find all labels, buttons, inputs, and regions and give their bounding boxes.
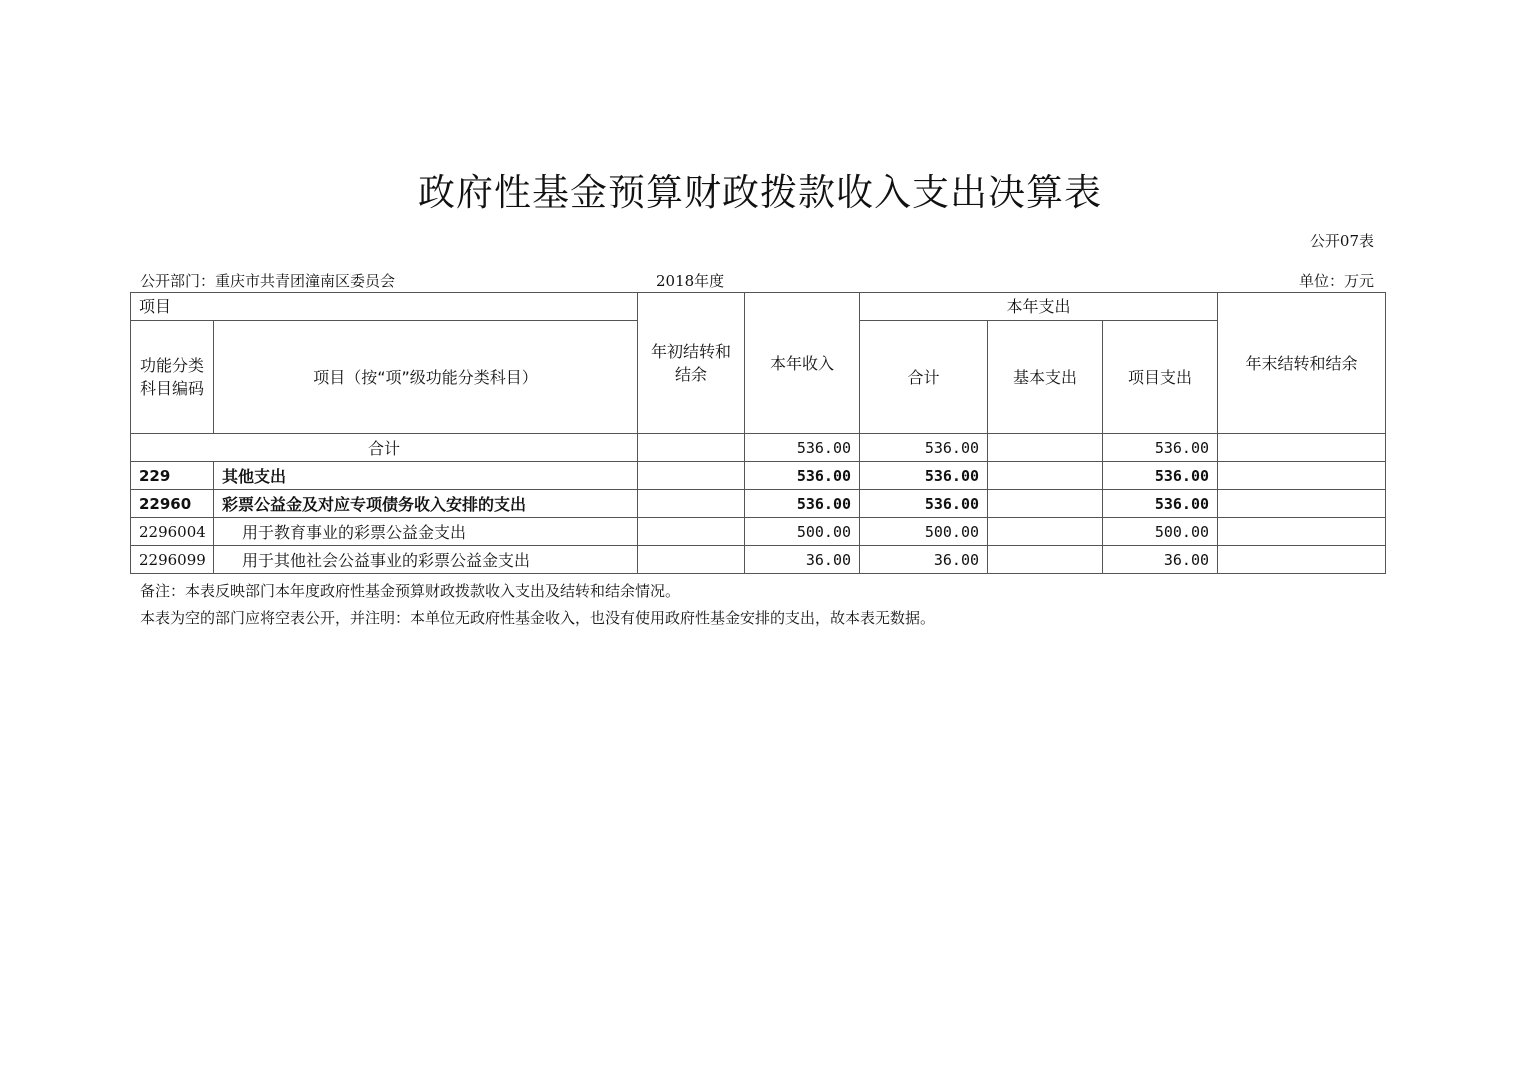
total-begin-balance <box>638 434 745 462</box>
end-balance <box>1218 490 1386 518</box>
form-number: 公开07表 <box>1309 232 1374 250</box>
end-balance <box>1218 462 1386 490</box>
header-end-balance: 年末结转和结余 <box>1218 293 1386 434</box>
project-name: 用于其他社会公益事业的彩票公益金支出 <box>214 546 638 574</box>
header-row-1 <box>131 293 1386 321</box>
begin-balance <box>638 462 745 490</box>
table-row <box>131 518 1386 546</box>
expense-total: 536.00 <box>860 490 988 518</box>
expense-total: 500.00 <box>860 518 988 546</box>
total-label: 合计 <box>131 434 638 462</box>
income: 536.00 <box>745 490 860 518</box>
department-label: 公开部门：重庆市共青团潼南区委员会 <box>140 272 396 290</box>
func-code: 2296099 <box>131 546 214 574</box>
total-expense-basic <box>988 434 1103 462</box>
header-expense-total: 合计 <box>860 321 988 434</box>
func-code: 2296004 <box>131 518 214 546</box>
header-expense-project: 项目支出 <box>1103 321 1218 434</box>
expense-project: 36.00 <box>1103 546 1218 574</box>
note-line: 备注：本表反映部门本年度政府性基金预算财政拨款收入支出及结转和结余情况。 <box>140 582 681 600</box>
func-code: 229 <box>131 462 214 490</box>
begin-balance <box>638 546 745 574</box>
expense-basic <box>988 546 1103 574</box>
project-name: 其他支出 <box>214 462 638 490</box>
total-expense-total: 536.00 <box>860 434 988 462</box>
page-title: 政府性基金预算财政拨款收入支出决算表 <box>418 171 1102 214</box>
expense-basic <box>988 518 1103 546</box>
expense-total: 536.00 <box>860 462 988 490</box>
budget-table <box>130 292 1386 574</box>
end-balance <box>1218 546 1386 574</box>
header-expense-basic: 基本支出 <box>988 321 1103 434</box>
expense-project: 536.00 <box>1103 490 1218 518</box>
table-row <box>131 490 1386 518</box>
table-row <box>131 546 1386 574</box>
unit-label: 单位：万元 <box>1298 272 1374 290</box>
total-expense-project: 536.00 <box>1103 434 1218 462</box>
total-row <box>131 434 1386 462</box>
total-end-balance <box>1218 434 1386 462</box>
begin-balance <box>638 490 745 518</box>
expense-total: 36.00 <box>860 546 988 574</box>
expense-project: 536.00 <box>1103 462 1218 490</box>
func-code: 22960 <box>131 490 214 518</box>
header-project-name: 项目（按“项”级功能分类科目） <box>214 321 638 434</box>
income: 500.00 <box>745 518 860 546</box>
income: 36.00 <box>745 546 860 574</box>
total-income: 536.00 <box>745 434 860 462</box>
expense-basic <box>988 462 1103 490</box>
note-line: 本表为空的部门应将空表公开，并注明：本单位无政府性基金收入，也没有使用政府性基金安排的支出，故本表无数据。 <box>140 609 936 627</box>
header-income: 本年收入 <box>745 293 860 434</box>
income: 536.00 <box>745 462 860 490</box>
table-row <box>131 462 1386 490</box>
header-project-group: 项目 <box>131 293 638 321</box>
expense-basic <box>988 490 1103 518</box>
project-name: 彩票公益金及对应专项债务收入安排的支出 <box>214 490 638 518</box>
header-func-code: 功能分类科目编码 <box>131 321 214 434</box>
header-begin-balance: 年初结转和结余 <box>638 293 745 434</box>
project-name: 用于教育事业的彩票公益金支出 <box>214 518 638 546</box>
end-balance <box>1218 518 1386 546</box>
begin-balance <box>638 518 745 546</box>
header-expense-group: 本年支出 <box>860 293 1218 321</box>
fiscal-year-label: 2018年度 <box>656 272 725 290</box>
expense-project: 500.00 <box>1103 518 1218 546</box>
notes <box>140 578 935 632</box>
